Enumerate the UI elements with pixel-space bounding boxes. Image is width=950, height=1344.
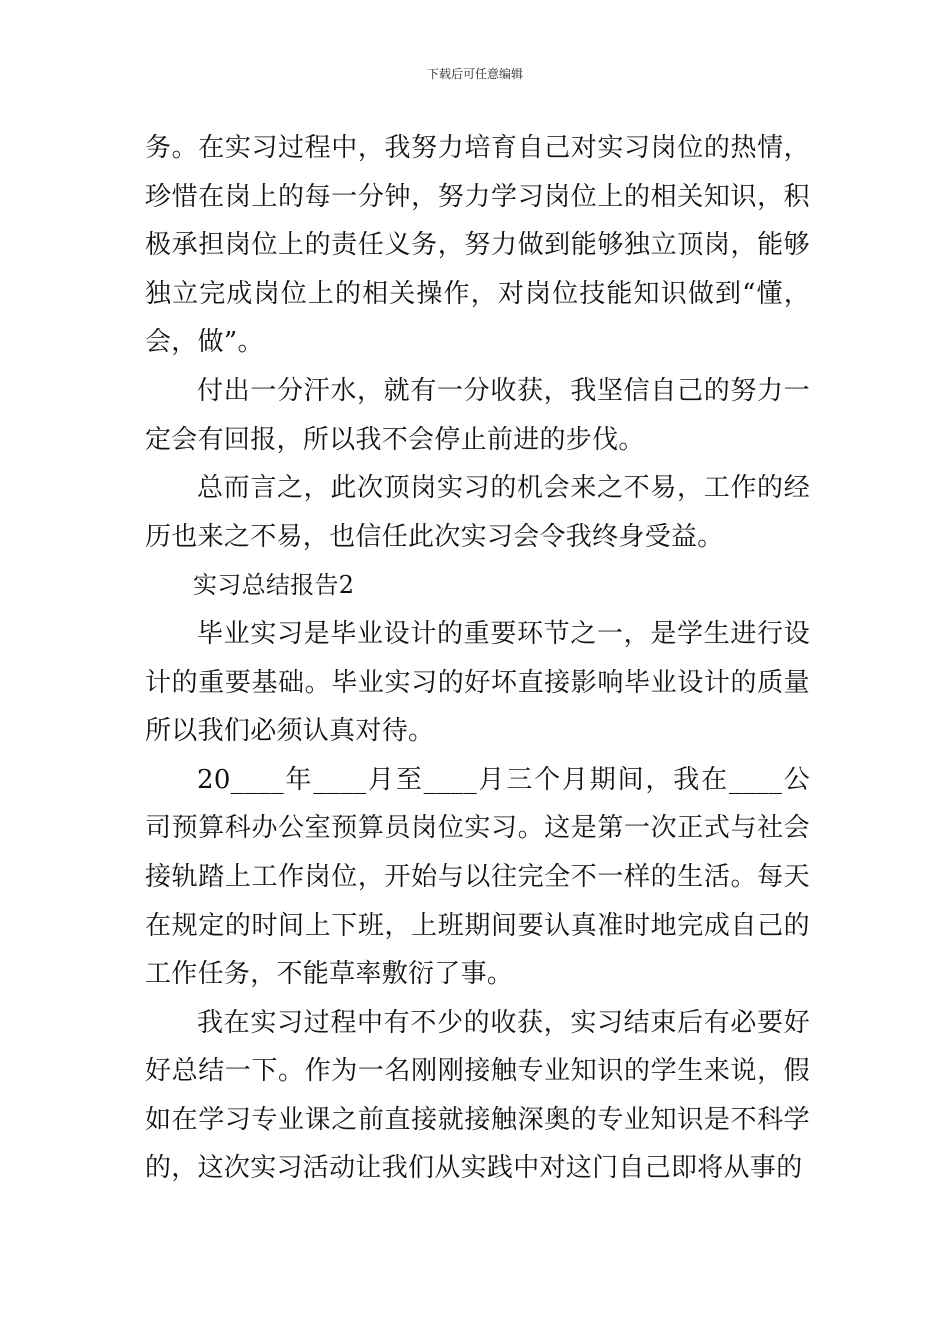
paragraph: 20____年____月至____月三个月期间，我在____公司预算科办公室预算员岗位实习。这是第一次正式与社会接轨踏上工作岗位，开始与以往完全不一样的生活。每天在规定的时间上下班，上班期间要认真准时地完成自己的工作任务，不能草率敷衍了事。 — [145, 764, 810, 990]
paragraph: 总而言之，此次顶岗实习的机会来之不易，工作的经历也来之不易，也信任此次实习会令我终身受益。 — [145, 473, 810, 552]
page-header: 下载后可任意编辑 — [426, 67, 523, 81]
paragraph: 毕业实习是毕业设计的重要环节之一，是学生进行设计的重要基础。毕业实习的好坏直接影响毕业设计的质量所以我们必须认真对待。 — [145, 618, 810, 747]
document-body — [145, 124, 810, 1193]
paragraph: 付出一分汗水，就有一分收获，我坚信自己的努力一定会有回报，所以我不会停止前进的步伐。 — [145, 375, 810, 455]
paragraph: 我在实习过程中有不少的收获，实习结束后有必要好好总结一下。作为一名刚刚接触专业知识的学生来说，假如在学习专业课之前直接就接触深奥的专业知识是不科学的，这次实习活动让我们从实践中对这门自己即将从事的 — [145, 1007, 810, 1184]
paragraph-continuation: 务。在实习过程中，我努力培育自己对实习岗位的热情，珍惜在岗上的每一分钟，努力学习岗位上的相关知识，积极承担岗位上的责任义务，努力做到能够独立顶岗，能够独立完成岗位上的相关操作，对岗位技能知识做到“懂，会，做”。 — [145, 133, 810, 358]
section-heading: 实习总结报告2 — [193, 571, 355, 600]
